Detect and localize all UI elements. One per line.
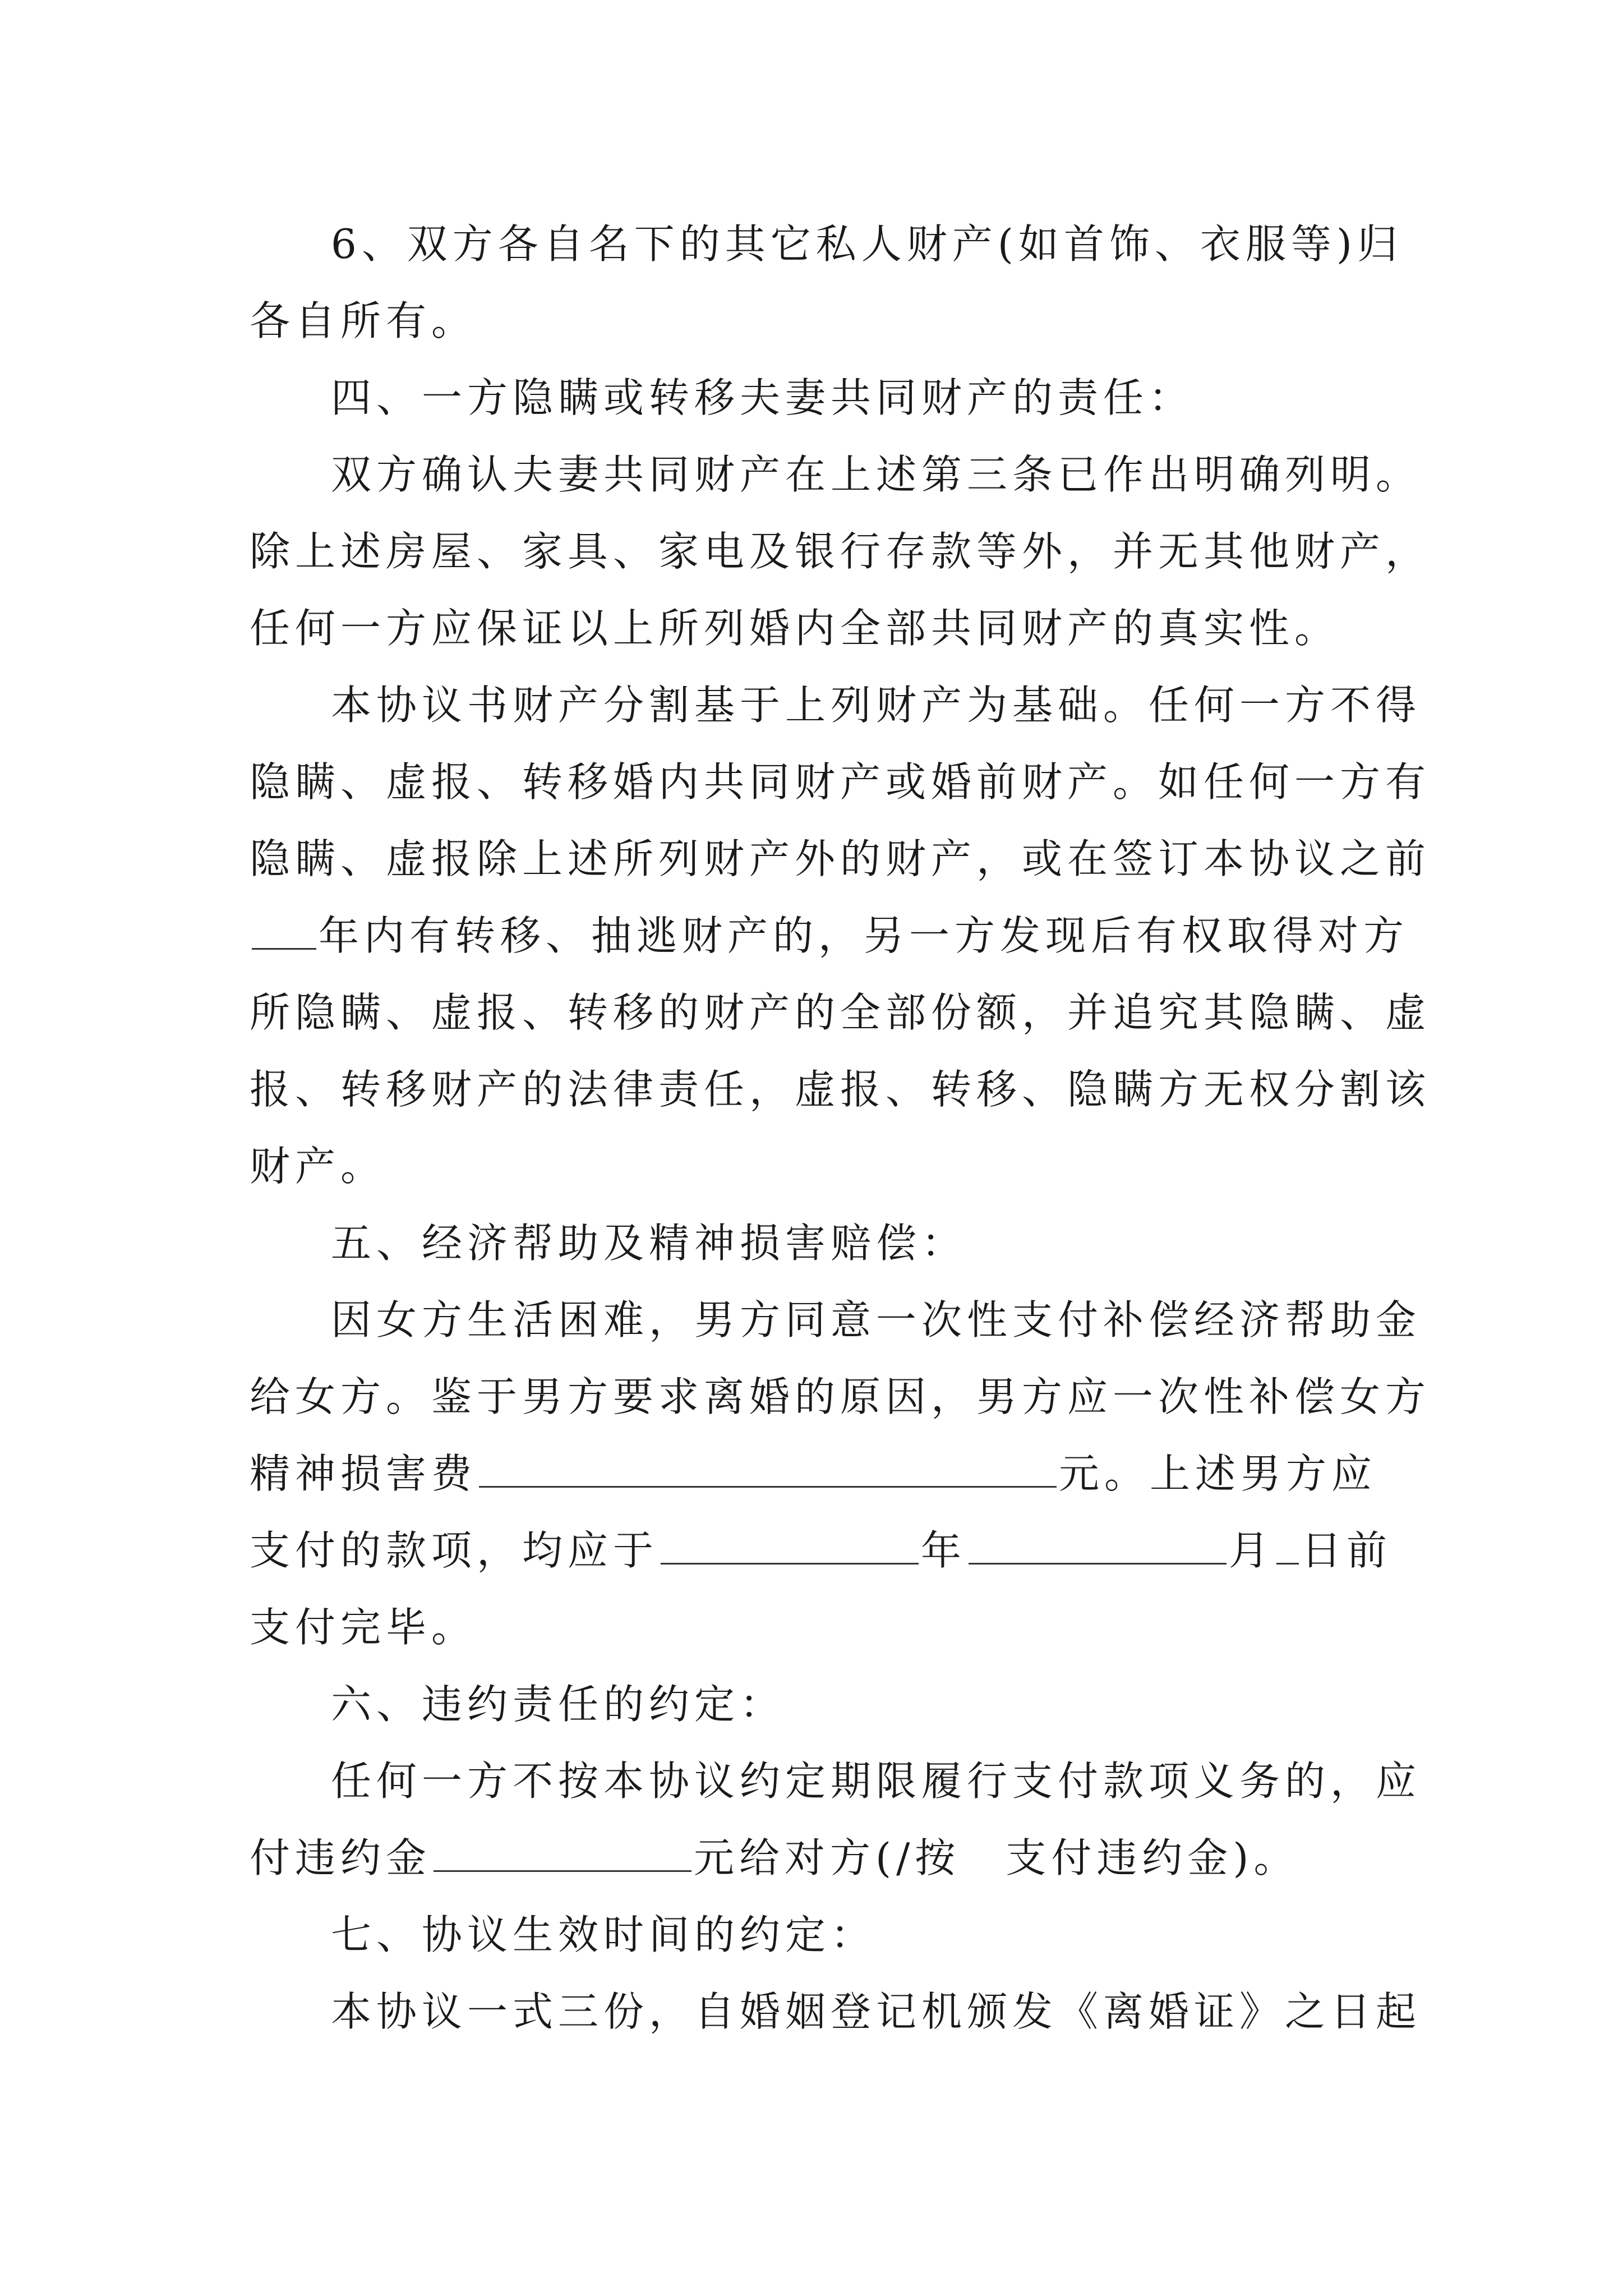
text-line: 除上述房屋、家具、家电及银行存款等外，并无其他财产， bbox=[250, 528, 1431, 575]
text-segment: 元。上述男方应 bbox=[1059, 1450, 1377, 1497]
text-line: 支付完毕。 bbox=[250, 1604, 477, 1651]
text-segment: 年 bbox=[921, 1527, 967, 1574]
text-segment: 月 bbox=[1229, 1527, 1275, 1574]
text-segment: 日前 bbox=[1301, 1527, 1393, 1574]
blank-field bbox=[479, 1452, 1057, 1488]
text-line bbox=[250, 894, 1409, 978]
blank-field bbox=[1276, 1529, 1299, 1565]
text-line: 给女方。鉴于男方要求离婚的原因，男方应一次性补偿女方 bbox=[250, 1373, 1431, 1420]
section-heading: 四、一方隐瞒或转移夫妻共同财产的责任： bbox=[331, 374, 1195, 421]
section-heading: 六、违约责任的约定： bbox=[331, 1681, 786, 1728]
text-line: 任何一方不按本协议约定期限履行支付款项义务的，应 bbox=[331, 1757, 1422, 1805]
text-segment: 元给对方(/按 支付违约金)。 bbox=[694, 1834, 1299, 1881]
blank-field bbox=[661, 1529, 919, 1565]
text-segment: 精神损害费 bbox=[250, 1450, 477, 1497]
text-line: 各自所有。 bbox=[250, 297, 477, 344]
text-line bbox=[250, 1508, 1393, 1593]
text-line: 因女方生活困难，男方同意一次性支付补偿经济帮助金 bbox=[331, 1296, 1422, 1343]
text-line: 所隐瞒、虚报、转移的财产的全部份额，并追究其隐瞒、虚 bbox=[250, 989, 1431, 1036]
blank-field bbox=[969, 1529, 1227, 1565]
blank-field bbox=[252, 914, 316, 950]
section-heading: 七、协议生效时间的约定： bbox=[331, 1911, 877, 1958]
text-line: 本协议书财产分割基于上列财产为基础。任何一方不得 bbox=[331, 682, 1422, 729]
text-line: 任何一方应保证以上所列婚内全部共同财产的真实性。 bbox=[250, 605, 1340, 652]
section-heading: 五、经济帮助及精神损害赔偿： bbox=[331, 1220, 967, 1267]
text-segment: 付违约金 bbox=[250, 1834, 432, 1881]
text-line: 财产。 bbox=[250, 1143, 386, 1190]
text-line: 隐瞒、虚报除上述所列财产外的财产，或在签订本协议之前 bbox=[250, 835, 1431, 882]
text-segment: 支付的款项，均应于 bbox=[250, 1527, 659, 1574]
text-line: 报、转移财产的法律责任，虚报、转移、隐瞒方无权分割该 bbox=[250, 1066, 1431, 1113]
text-segment: 年内有转移、抽逃财产的，另一方发现后有权取得对方 bbox=[319, 912, 1409, 959]
text-line: 双方确认夫妻共同财产在上述第三条已作出明确列明。 bbox=[331, 451, 1422, 498]
text-line bbox=[250, 1816, 1382, 1900]
text-line: 隐瞒、虚报、转移婚内共同财产或婚前财产。如任何一方有 bbox=[250, 758, 1431, 806]
text-line: 6、双方各自名下的其它私人财产(如首饰、衣服等)归 bbox=[331, 220, 1403, 268]
blank-field bbox=[434, 1837, 691, 1872]
text-line: 本协议一式三份，自婚姻登记机颁发《离婚证》之日起 bbox=[331, 1988, 1422, 2035]
text-line bbox=[250, 1432, 1382, 1516]
